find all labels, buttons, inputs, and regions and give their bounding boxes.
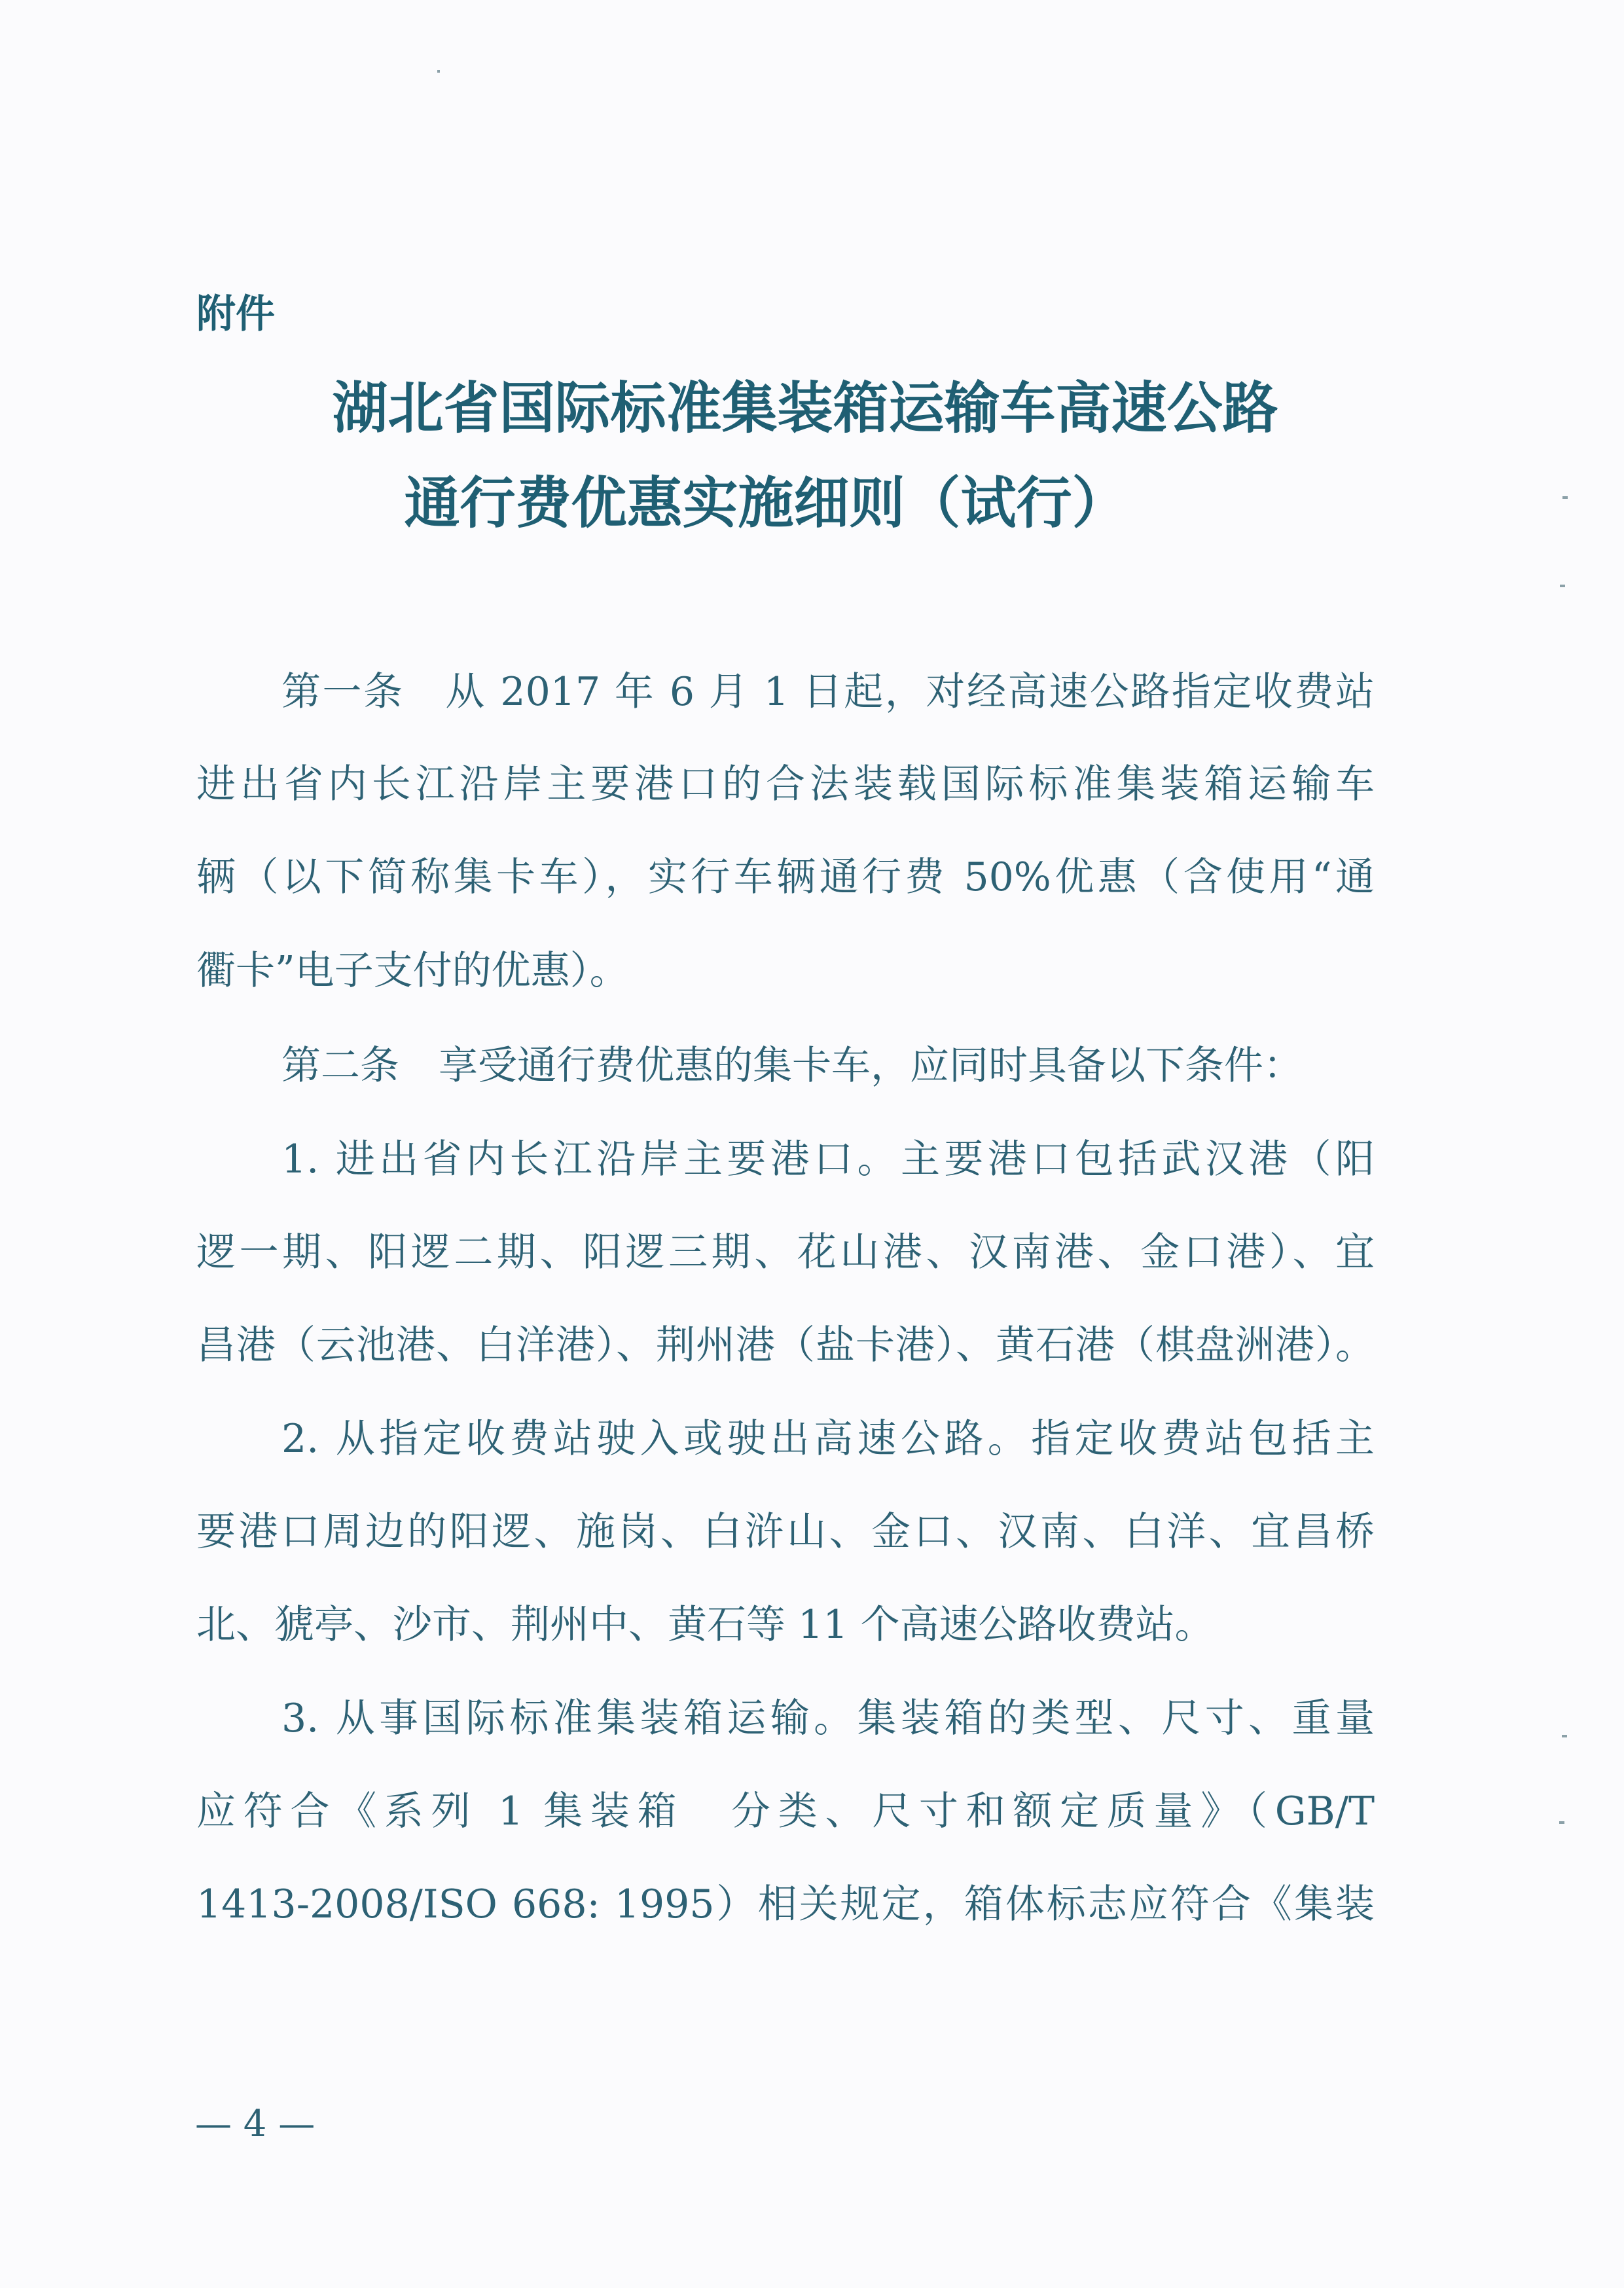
scan-mark	[1562, 1735, 1567, 1737]
condition-1-line-2: 逻一期、阳逻二期、阳逻三期、花山港、汉南港、金口港）、宜	[196, 1229, 1375, 1275]
scan-mark	[437, 70, 440, 73]
article-1-line-2: 进出省内长江沿岸主要港口的合法装载国际标准集装箱运输车	[196, 761, 1375, 807]
condition-2-line-1: 2. 从指定收费站驶入或驶出高速公路。指定收费站包括主	[281, 1416, 1375, 1462]
scan-mark	[1562, 496, 1568, 499]
article-1-line-3: 辆（以下简称集卡车），实行车辆通行费 50%优惠（含使用“通	[196, 854, 1375, 900]
attachment-label: 附件	[196, 291, 275, 337]
scan-mark	[1560, 585, 1565, 587]
scan-mark	[1559, 1821, 1564, 1824]
document-title-line-1: 湖北省国际标准集装箱运输车高速公路	[332, 376, 1278, 441]
condition-2-line-2: 要港口周边的阳逻、施岗、白浒山、金口、汉南、白洋、宜昌桥	[196, 1509, 1375, 1555]
condition-1-line-1: 1. 进出省内长江沿岸主要港口。主要港口包括武汉港（阳	[281, 1136, 1375, 1182]
page-number: — 4 —	[195, 2103, 316, 2145]
article-2-line-1: 第二条 享受通行费优惠的集卡车，应同时具备以下条件：	[281, 1043, 1303, 1089]
condition-3-line-2: 应符合《系列 1 集装箱 分类、尺寸和额定质量》（GB/T	[196, 1789, 1375, 1834]
condition-2-line-3: 北、猇亭、沙市、荆州中、黄石等 11 个高速公路收费站。	[196, 1602, 1214, 1648]
condition-3-line-3: 1413-2008/ISO 668: 1995）相关规定，箱体标志应符合《集装	[196, 1881, 1375, 1927]
article-1-line-1: 第一条 从 2017 年 6 月 1 日起，对经高速公路指定收费站	[281, 669, 1375, 715]
condition-1-line-3: 昌港（云池港、白洋港）、荆州港（盐卡港）、黄石港（棋盘洲港）。	[196, 1322, 1375, 1368]
article-1-line-4: 衢卡”电子支付的优惠）。	[196, 948, 629, 994]
document-title-line-2: 通行费优惠实施细则（试行）	[404, 471, 1128, 536]
condition-3-line-1: 3. 从事国际标准集装箱运输。集装箱的类型、尺寸、重量	[281, 1696, 1375, 1741]
